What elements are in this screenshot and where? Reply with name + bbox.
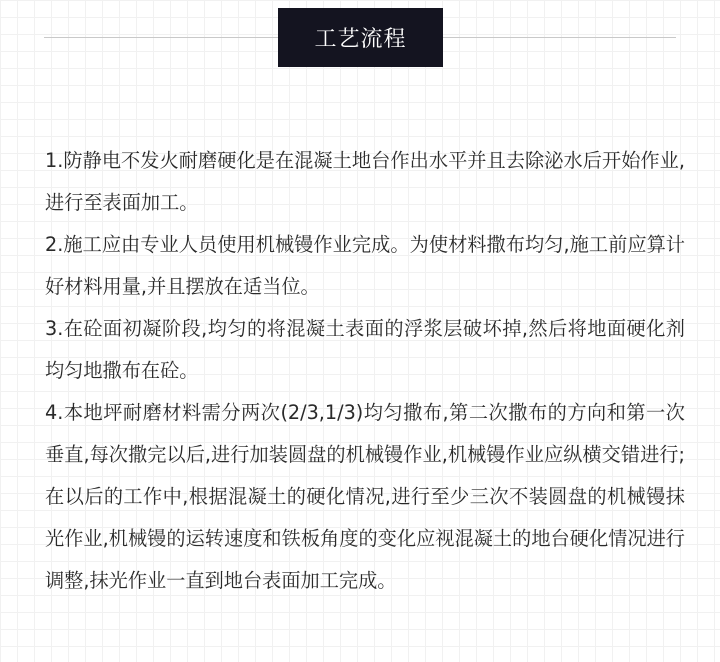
step-4: 4.本地坪耐磨材料需分两次(2/3,1/3)均匀撒布,第二次撒布的方向和第一次垂直,每次撒完以后,进行加装圆盘的机械镘作业,机械镘作业应纵横交错进行;在以后的工作中,根据混凝土的硬化情况,进行至少三次不装圆盘的机械镘抹光作业,机械镘的运转速度和铁板角度的变化应视混凝土的地台硬化情况进行调整,抹光作业一直到地台表面加工完成。 — [45, 401, 685, 592]
step-3: 3.在砼面初凝阶段,均匀的将混凝土表面的浮浆层破坏掉,然后将地面硬化剂均匀地撒布在砼。 — [45, 317, 685, 382]
step-1: 1.防静电不发火耐磨硬化是在混凝土地台作出水平并且去除泌水后开始作业,进行至表面加工。 — [45, 149, 685, 214]
step-2: 2.施工应由专业人员使用机械镘作业完成。为使材料撒布均匀,施工前应算计好材料用量,并且摆放在适当位。 — [45, 233, 685, 298]
section-title — [278, 8, 443, 67]
section-title-text: 工艺流程 — [314, 27, 407, 52]
process-steps — [45, 140, 685, 602]
